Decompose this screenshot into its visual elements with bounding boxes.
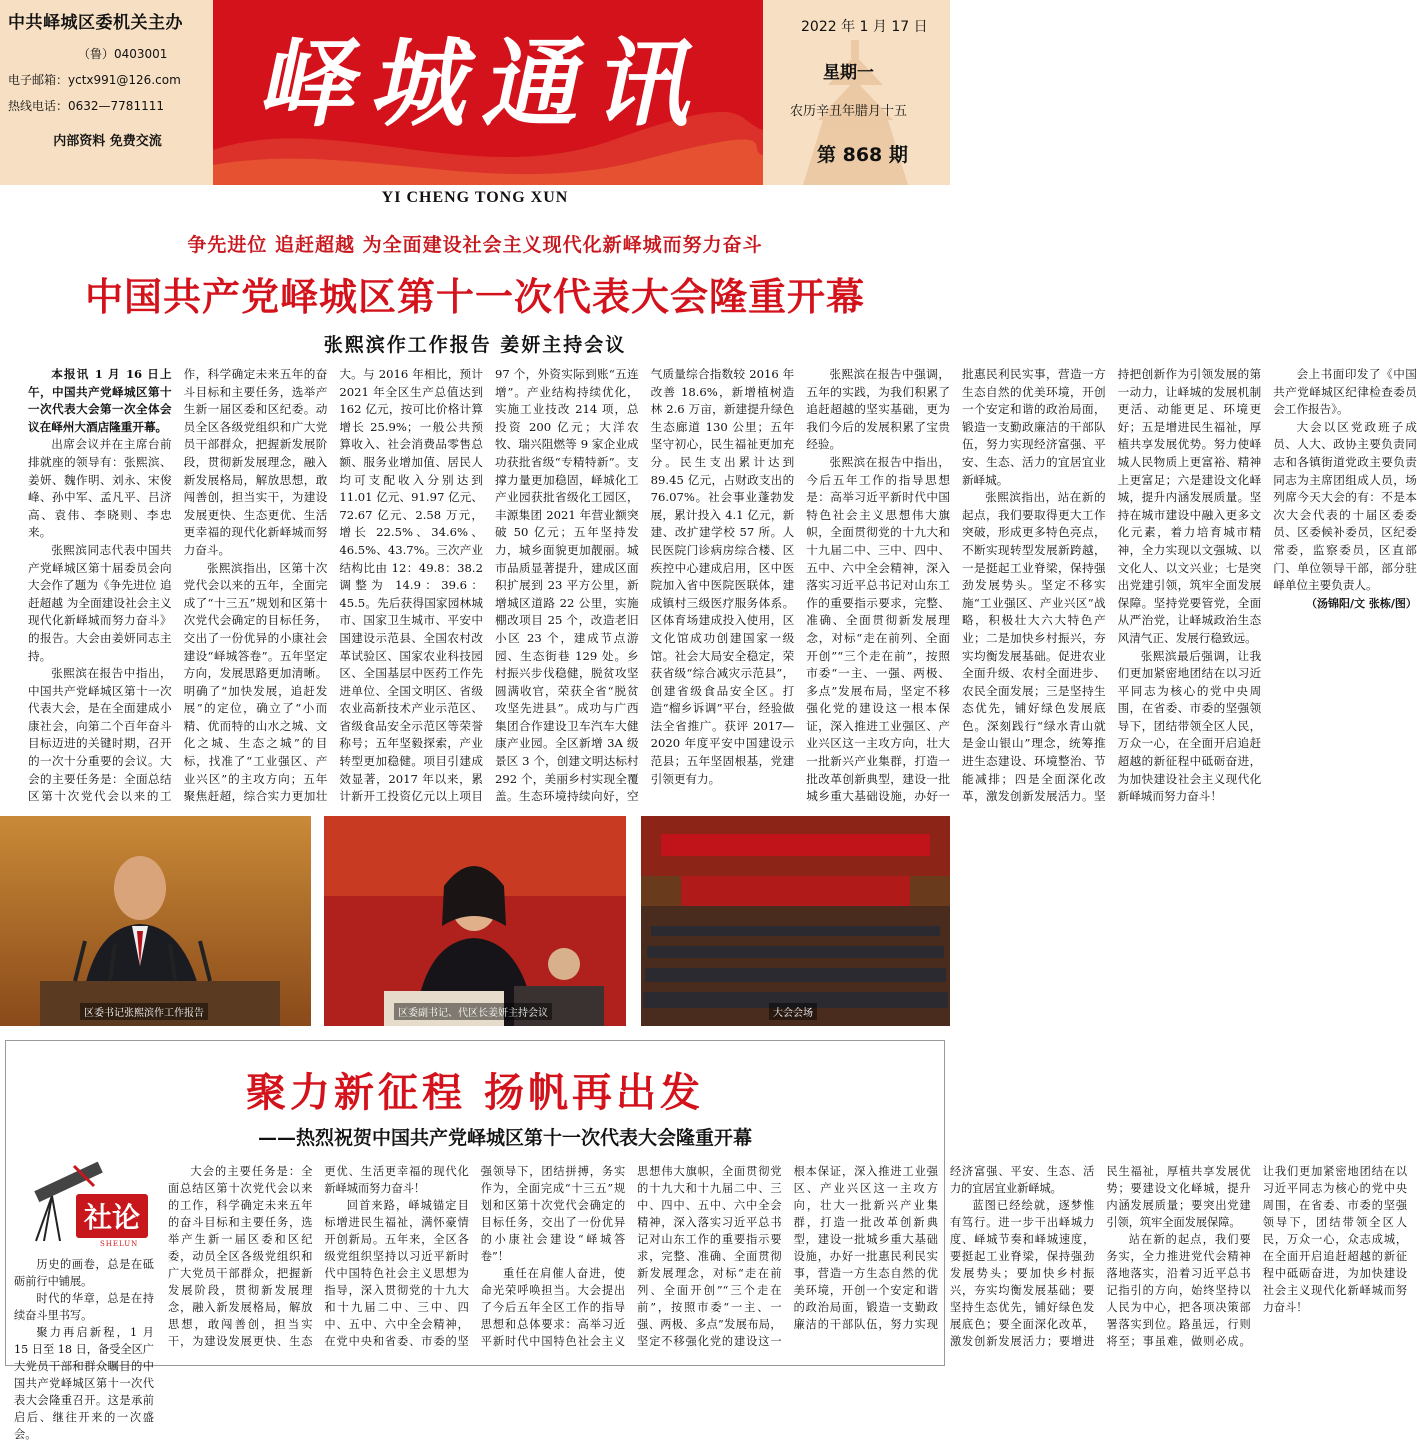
masthead-info-panel — [0, 0, 213, 185]
article-paragraph: 出席会议并在主席台前排就座的领导有：张熙滨、姜妍、魏作明、刘永、宋俊峰、孙中军、孟凡平、吕济高、袁伟、李晓则、李忠来。 — [28, 437, 172, 540]
editorial-paragraph: 蓝图已经绘就，逐梦惟有笃行。进一步干出峄城力度、峄城节奏和峄城速度，要挺起工业脊梁，保持强劲发展势头；要加快乡村振兴，夯实均衡发展基础；要坚持生态优先，铺好绿色发展底色；要全面深化改革，激发创新发展活力；要增进民生福祉，厚植共享发展优势；要建设文化峄城，提升内涵发展质量；要突出党建引领，筑牢全面发展保障。 — [949, 1165, 1251, 1348]
editorial-paragraph: 聚力再启新程，1 月 15 日至 18 日，备受全区广大党员干部和群众瞩目的中国共产党峄城区第十一次代表大会隆重召开。这是承前启后、继往开来的一次盛会。 — [14, 1326, 154, 1441]
article-credit: （汤锦阳/文 张栋/图） — [1306, 596, 1417, 610]
editorial-intro — [14, 1256, 154, 1443]
article-paragraph: 张熙滨指出，区第十次党代会以来的五年，全面完成了“十三五”规划和区第十次党代会确定的目标任务，交出了一份优异的小康社会建设“峄城答卷”。五年坚定方向，发展思路更加清晰。明确了“加快发展，追赶发展”的定位，确立了“小而精、优而特的山水之城、文化之城、生态之城”的目标，找准了“工业强区、产业兴区”的主攻方向；五年聚焦赶超，综合实力更加壮大。与 2016 年相比，预计 2021 年全区生产总值达到 162 亿元，按可比价格计算增长 25.9%；一般公共预算收入、社会消费品零售总额、服务业增加值、居民人均可支配收入分别达到 11.01 亿元、91.97 亿元、72.67 亿元、2.58 万元，增长 22.5%、34.6%、46.5%、43.7%。三次产业结构比由 12：49.8：38.2 调整为 14.9：39.6：45.5。先后获得国家园林城市、国家卫生城市、平安中国建设示范县、全国农村改革试验区、国家农业科技园区、全国基层中医药工作先进单位、全国文明区、省级农业高新技术产业示范区、省级食品安全示范区等荣誉称号；五年坚毅探索，产业转型更加稳健。项目引建成效显著，2017 年以来，累计新开工投资亿元以上项目 97 个，外资实际到账“五连增”。产业结构持续优化，实施工业技改 214 项，总投资 200 亿元；大洋农牧、瑞兴阻燃等 9 家企业成功获批省级“专精特新”。支撑力量更加稳固，峄城化工产业园获批省级化工园区，丰源集团 2021 年营业额突破 50 亿元；五年坚持发力，城乡面貌更加靓丽。城市品质显著提升，建成区面积扩展到 23 平方公里，新增城区道路 22 公里，实施棚改项目 25 个，改造老旧小区 23 个，建成节点游园、生态街巷 129 处。乡村振兴步伐稳健，脱贫攻坚圆满收官，荣获全省“脱贫攻坚先进县”。成功与广西集团合作建设卫车汽车大健康产业园。全区新增 3A 级景区 3 个，创建文明达标村 292 个，美丽乡村实现全覆盖。生态环境持续向好，空气质量综合指数较 2016 年改善 18.6%，新增植树造林 2.6 万亩，新建提升绿色生态廊道 130 公里；五年坚守初心，民生福祉更加充分。民生支出累计达到 89.45 亿元，占财政支出的 76.07%。社会事业蓬勃发展，累计投入 4.1 亿元，新建、改扩建学校 57 所。人民医院门诊病房综合楼、区疾控中心建成启用，区中医院加入省中医院医联体，建成镇村三级医疗服务体系。区体育场建成投入使用，区文化馆成功创建国家一级馆。社会大局安全稳定，荣获省级“综合减灾示范县”，创建省级食品安全区。打造“榴乡诉调”平台，经验做法全省推广。获评 2017—2020 年度平安中国建设示范县；五年坚固根基，党建引领更有力。 — [183, 367, 795, 804]
photo-venue — [641, 816, 950, 1026]
photo-caption: 区委副书记、代区长姜妍主持会议 — [394, 1003, 552, 1020]
editorial-paragraph: 重任在肩催人奋进，使命光荣呼唤担当。大会提出了今后五年全区工作的指导思想和总体要求：高举习近平新时代中国特色社会主义思想伟大旗帜，全面贯彻党的十九大和十九届二中、三中、四中、五中、六中全会精神，深入落实习近平总书记对山东工作的重要指示要求，完整、准确、全面贯彻新发展理念，对标“走在前列、全面开创”“三个走在前”，按照市委“一主、一强、两极、多点”发展布局，坚定不移强化党的建设这一根本保证，深入推进工业强区、产业兴区这一主攻方向，壮大一批新兴产业集群，打造一批改革创新典型，建设一批城乡重大基础设施，办好一批惠民利民实事，营造一方生态自然的优美环境，开创一个安定和谐的政治局面，锻造一支勤政廉洁的干部队伍，努力实现经济富强、平安、生态、活力的宜居宜业新峄城。 — [480, 1165, 1095, 1348]
article-paragraph: 大会以区党政班子成员、人大、政协主要负责同志和各镇街道党政主要负责同志为主席团组成人员，场列席今天大会的有：不是本次大会代表的十届区委委员、区委候补委员，区纪委常委，监察委员，区直部门、单位领导干部，部分驻峄单位主要负责人。 — [1273, 419, 1417, 593]
article-paragraph: 会上书面印发了《中国共产党峄城区纪律检查委员会工作报告》。 — [1273, 367, 1417, 417]
weekday: 星期一 — [823, 63, 874, 83]
editorial-subtitle: ——热烈祝贺中国共产党峄城区第十一次代表大会隆重开幕 — [257, 1127, 752, 1149]
email: 电子邮箱：yctx991@126.com — [8, 73, 181, 87]
issue-date: 2022 年 1 月 17 日 — [801, 19, 928, 35]
editorial-body — [168, 1163, 1408, 1363]
editorial-paragraph: 历史的画卷，总是在砥砺前行中铺展。 — [14, 1258, 154, 1288]
lead-article-body — [28, 366, 1417, 811]
article-paragraph: 本报讯 1 月 16 日上午，中国共产党峄城区第十一次代表大会第一次全体会议在峄州大酒店隆重开幕。 — [28, 367, 172, 434]
masthead-date-panel — [763, 0, 950, 185]
lead-kicker: 争先进位 追赶超越 为全面建设社会主义现代化新峄城而努力奋斗 — [187, 234, 763, 256]
article-paragraph: 张熙滨在报告中指出，中国共产党峄城区第十一次代表大会，是在全面建成小康社会，向第二个百年奋斗目标迈进的关键时期，召开的一次十分重要的会议。大会的主要任务是：全面总结区第十次党代会以来的工作，科学确定未来五年的奋斗目标和主要任务，选举产生新一届区委和区纪委。动员全区各级党组织和广大党员干部群众，把握新发展阶段，贯彻新发展理念，融入新发展格局，解放思想，敢闯善创，担当实干，为建设发展更快、生态更优、生活更幸福的现代化新峄城而努力奋斗。 — [28, 367, 328, 804]
registration-number: （鲁）0403001 — [78, 47, 168, 61]
article-paragraph: 张熙滨在报告中指出，今后五年工作的指导思想是：高举习近平新时代中国特色社会主义思想伟大旗帜，全面贯彻党的十九大和十九届二中、三中、四中、五中、六中全会精神，深入落实习近平总书记对山东工作的重要指示要求，完整、准确、全面贯彻新发展理念，对标“走在前列、全面开创”“三个走在前”，按照市委“一主、一强、两极、多点”发展布局，坚定不移强化党的建设这一根本保证，深入推进工业强区、产业兴区这一主攻方向，壮大一批新兴产业集群，打造一批改革创新典型，建设一批城乡重大基础设施，办好一批惠民利民实事，营造一方生态自然的优美环境，开创一个安定和谐的政治局面，锻造一支勤政廉洁的干部队伍，努力实现经济富强、平安、生态、活力的宜居宜业新峄城。 — [806, 367, 1106, 804]
conference-hall-image — [641, 816, 950, 1026]
article-paragraph: 张熙滨指出，站在新的起点，我们要取得更大工作突破，形成更多特色亮点，不断实现转型发展新跨越，一是挺起工业脊梁，保持强劲发展势头。坚定不移实施“工业强区、产业兴区”战略，积极壮大六大特色产业；二是加快乡村振兴，夯实均衡发展基础。促进农业全面升级、农村全面进步、农民全面发展；三是坚持生态优先，铺好绿色发展底色。深刻践行“绿水青山就是金山银山”理念，统筹推进生态建设、环境整治、节能减排；四是全面深化改革，激发创新发展活力。坚持把创新作为引领发展的第一动力，让峄城的发展机制更活、动能更足、环境更好；五是增进民生福祉，厚植共享发展优势。努力使峄城人民物质上更富裕、精神上更富足；六是建设文化峄城，提升内涵发展质量。坚持在城市建设中融入更多文化元素，着力培育城市精神，全力实现以文强城、以文化人、以文兴业；七是突出党建引领，筑牢全面发展保障。坚持党要管党，全面从严治党，让峄城政治生态风清气正、发展行稳致远。 — [961, 367, 1262, 804]
editorial-section — [5, 1040, 1408, 1441]
photo-host — [324, 816, 626, 1026]
speaker-at-podium-image — [0, 816, 311, 1026]
lead-subhead: 张熙滨作工作报告 姜妍主持会议 — [323, 334, 627, 356]
editorial-paragraph: 大会的主要任务是：全面总结区第十次党代会以来的工作，科学确定未来五年的奋斗目标和主要任务，选举产生新一届区委和区纪委，动员全区各级党组织和广大党员干部群众，把握新发展阶段，贯彻新发展理念，融入新发展格局，解放思想，敢闯善创，担当实干，为建设发展更快、生态更优、生活更幸福的现代化新峄城而努力奋斗！ — [168, 1165, 469, 1348]
masthead-title-panel — [213, 0, 763, 185]
editorial-paragraph: 回首来路，峄城锚定目标增进民生福祉，满怀豪情开创新局。五年来，全区各级党组织坚持以习近平新时代中国特色社会主义思想为指导，深入贯彻党的十九大和十九届二中、三中、四中、五中、六中全会精神，在党中央和省委、市委的坚强领导下，团结拼搏，务实作为，全面完成“十三五”规划和区第十次党代会确定的目标任务，交出了一份优异的小康社会建设“峄城答卷”！ — [324, 1165, 626, 1348]
issue-number: 第 868 期 — [817, 144, 908, 166]
editorial-paragraph: 站在新的起点，我们要务实，全力推进党代会精神落地落实，沿着习近平总书记指引的方向，始终坚持以人民为中心，把各项决策部署落实到位。路虽远，行则将至；事虽难，做则必成。让我们更加紧密地团结在以习近平同志为核心的党中央周围，在省委、市委的坚强领导下，团结带领全区人民，万众一心，众志成城，在全面开启追赶超越的新征程中砥砺奋进，为加快建设社会主义现代化新峄城而努力奋斗！ — [1106, 1165, 1408, 1348]
photo-speaker-report — [0, 816, 311, 1026]
masthead — [0, 0, 950, 212]
editorial-badge-pinyin: SHELUN — [100, 1240, 139, 1248]
article-paragraph: 张熙滨同志代表中国共产党峄城区第十届委员会向大会作了题为《争先进位 追赶超越 为全面建设社会主义现代化新峄城而努力奋斗》的报告。大会由姜妍同志主持。 — [28, 542, 172, 663]
lead-headline: 中国共产党峄城区第十一次代表大会隆重开幕 — [84, 275, 865, 319]
editorial-badge — [14, 1156, 154, 1246]
internal-note: 内部资料 免费交流 — [53, 134, 162, 149]
photo-caption: 区委书记张熙滨作工作报告 — [80, 1003, 208, 1020]
organizer: 中共峄城区委机关主办 — [8, 13, 183, 33]
editorial-paragraph: 时代的华章，总是在持续奋斗里书写。 — [14, 1292, 154, 1322]
hotline: 热线电话：0632—7781111 — [8, 99, 164, 113]
article-paragraph: 张熙滨在报告中强调，五年的实践，为我们积累了追赶超越的坚实基础，更为我们今后的发展积累了宝贵经验。 — [806, 367, 950, 452]
newspaper-title: 峄城通讯 — [252, 28, 724, 140]
article-paragraph: 张熙滨最后强调，让我们更加紧密地团结在以习近平同志为核心的党中央周围，在省委、市委的坚强领导下，团结带领全区人民，万众一心，在全面开启追赶超越的新征程中砥砺奋进，为加快建设社会主义现代化新峄城而努力奋斗！ — [1117, 648, 1262, 804]
host-at-podium-image — [324, 816, 626, 1026]
photo-caption: 大会会场 — [769, 1003, 817, 1020]
lunar-date: 农历辛丑年腊月十五 — [790, 104, 908, 119]
editorial-badge-label: 社论 — [76, 1194, 148, 1238]
editorial-title: 聚力新征程 扬帆再出发 — [246, 1070, 704, 1116]
newspaper-title-pinyin: YI CHENG TONG XUN — [381, 189, 569, 206]
